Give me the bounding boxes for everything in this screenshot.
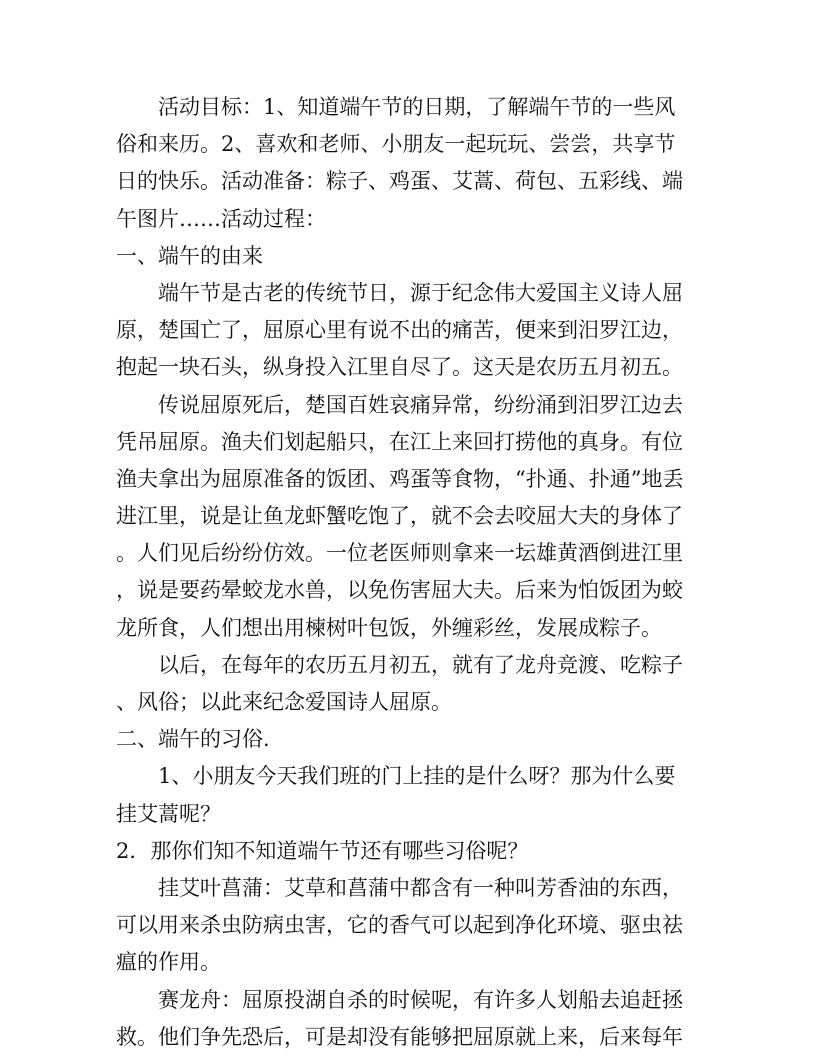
text-line: 以后，在每年的农历五月初五，就有了龙舟竞渡、吃粽子 xyxy=(158,652,683,677)
text-line: 挂艾叶菖蒲：艾草和菖蒲中都含有一种叫芳香油的东西， xyxy=(158,875,683,900)
text-line: 瘟的作用。 xyxy=(116,950,221,975)
text-line: 凭吊屈原。渔夫们划起船只，在江上来回打捞他的真身。有位 xyxy=(116,429,683,454)
text-line: 端午节是古老的传统节日，源于纪念伟大爱国主义诗人屈 xyxy=(158,280,683,305)
text-line: 。人们见后纷纷仿效。一位老医师则拿来一坛雄黄酒倒进江里 xyxy=(116,541,683,566)
text-line: 渔夫拿出为屈原准备的饭团、鸡蛋等食物，“扑通、扑通”地丢 xyxy=(116,466,684,491)
text-line: 赛龙舟：屈原投湖自杀的时候呢，有许多人划船去追赶拯 xyxy=(158,987,683,1012)
text-line: 传说屈原死后，楚国百姓哀痛异常，纷纷涌到汨罗江边去 xyxy=(158,392,683,417)
text-line: 可以用来杀虫防病虫害，它的香气可以起到净化环境、驱虫祛 xyxy=(116,913,683,938)
text-line: 1、小朋友今天我们班的门上挂的是什么呀？那为什么要 xyxy=(158,764,676,789)
text-line: 一、端午的由来 xyxy=(116,243,263,268)
text-line: 挂艾蒿呢？ xyxy=(116,801,221,826)
text-line: 活动目标：1、知道端午节的日期，了解端午节的一些风 xyxy=(158,95,676,119)
text-line: 进江里，说是让鱼龙虾蟹吃饱了，就不会去咬屈大夫的身体了 xyxy=(116,504,683,529)
text-line: 救。他们争先恐后，可是却没有能够把屈原就上来，后来每年 xyxy=(116,1024,683,1049)
text-line: 2．那你们知不知道端午节还有哪些习俗呢？ xyxy=(116,838,529,863)
text-line: ，说是要药晕蛟龙水兽，以免伤害屈大夫。后来为怕饭团为蛟 xyxy=(116,578,683,603)
text-line: 俗和来历。2、喜欢和老师、小朋友一起玩玩、尝尝，共享节 xyxy=(116,132,676,157)
text-line: 日的快乐。活动准备：粽子、鸡蛋、艾蒿、荷包、五彩线、端 xyxy=(116,169,683,194)
text-line: 龙所食，人们想出用楝树叶包饭，外缠彩丝，发展成粽子。 xyxy=(116,615,662,640)
text-line: 原，楚国亡了，屈原心里有说不出的痛苦，便来到汨罗江边， xyxy=(116,318,683,343)
text-line: 二、端午的习俗. xyxy=(116,727,270,752)
document-body xyxy=(116,89,700,1056)
text-line: 抱起一块石头，纵身投入江里自尽了。这天是农历五月初五。 xyxy=(116,355,683,380)
text-line: 、风俗；以此来纪念爱国诗人屈原。 xyxy=(116,690,452,714)
text-line: 午图片……活动过程： xyxy=(116,206,326,231)
